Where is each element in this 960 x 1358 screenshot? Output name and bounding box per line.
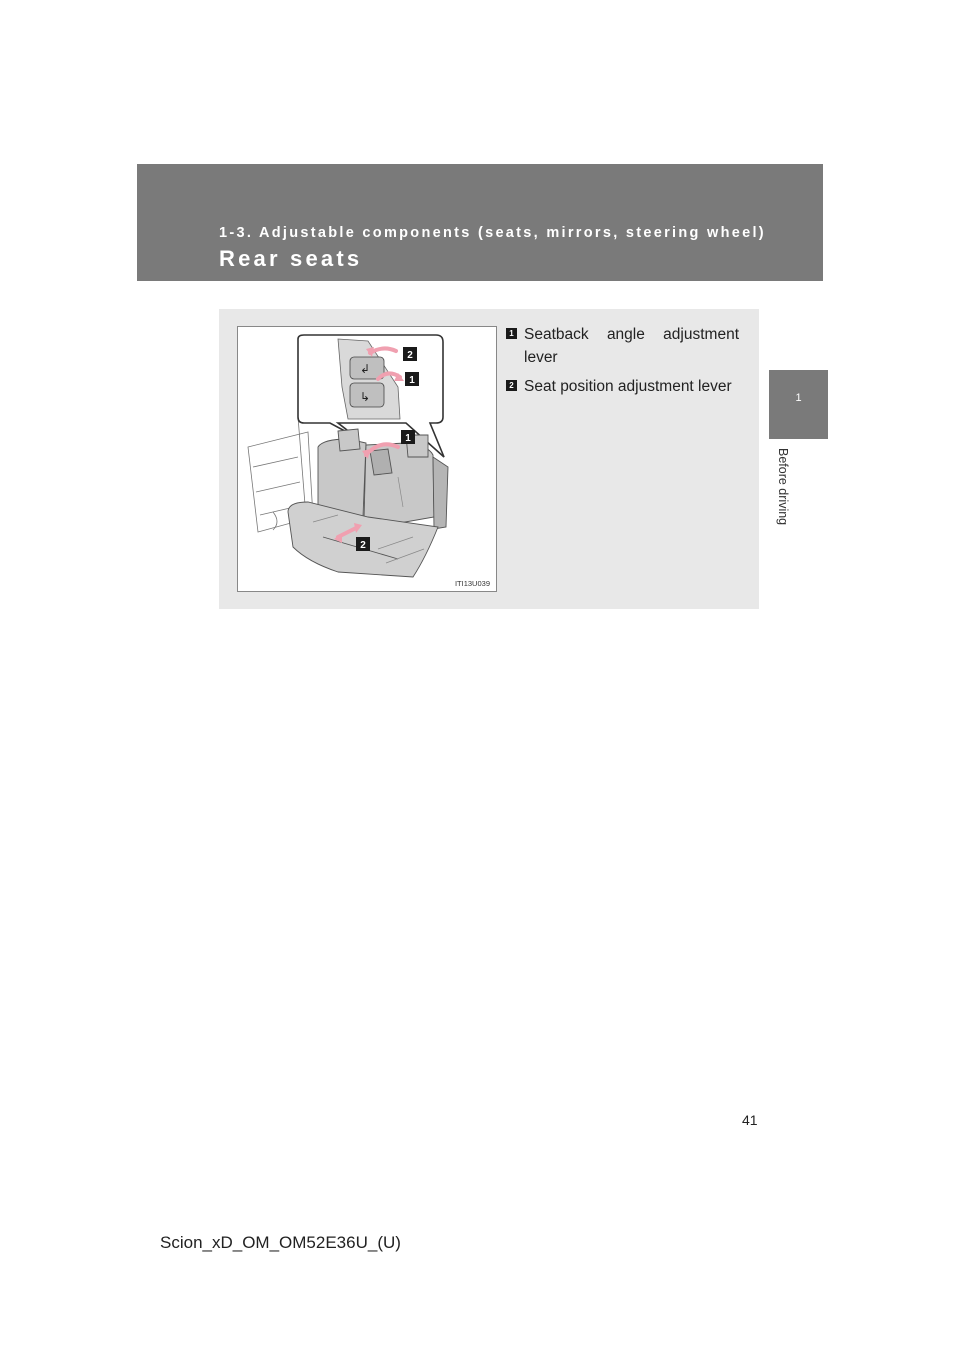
legend-item [506, 375, 739, 398]
legend-item [506, 323, 739, 369]
svg-text:1: 1 [409, 375, 415, 386]
svg-text:↳: ↳ [360, 390, 371, 404]
svg-text:2: 2 [360, 540, 366, 551]
legend-marker-1: 1 [506, 328, 517, 339]
section-title: 1-3. Adjustable components (seats, mirrors, steering wheel) [219, 225, 766, 241]
chapter-header [137, 164, 823, 281]
legend-text-seatback: Seatback angle adjustment lever [524, 326, 739, 366]
chapter-tab-number: 1 [795, 392, 802, 404]
document-id: Scion_xD_OM_OM52E36U_(U) [160, 1233, 401, 1252]
rear-seat-illustration [237, 326, 497, 592]
chapter-tab [769, 370, 828, 439]
figure-code: ITI13U039 [454, 579, 490, 588]
svg-text:1: 1 [405, 433, 411, 444]
legend [506, 323, 739, 404]
rear-seat-drawing [238, 327, 496, 591]
callout-marker-2-cushion [356, 537, 370, 551]
legend-text-seat-position: Seat position adjustment lever [524, 378, 732, 395]
legend-marker-2: 2 [506, 380, 517, 391]
svg-text:↲: ↲ [360, 362, 371, 376]
chapter-tab-label: Before driving [776, 448, 790, 526]
page-number: 41 [742, 1112, 758, 1128]
callout-marker-1-seat [401, 430, 415, 444]
svg-text:2: 2 [407, 350, 413, 361]
page-title: Rear seats [219, 246, 363, 271]
callout-marker-1-top [405, 372, 419, 386]
callout-marker-2-top [403, 347, 417, 361]
